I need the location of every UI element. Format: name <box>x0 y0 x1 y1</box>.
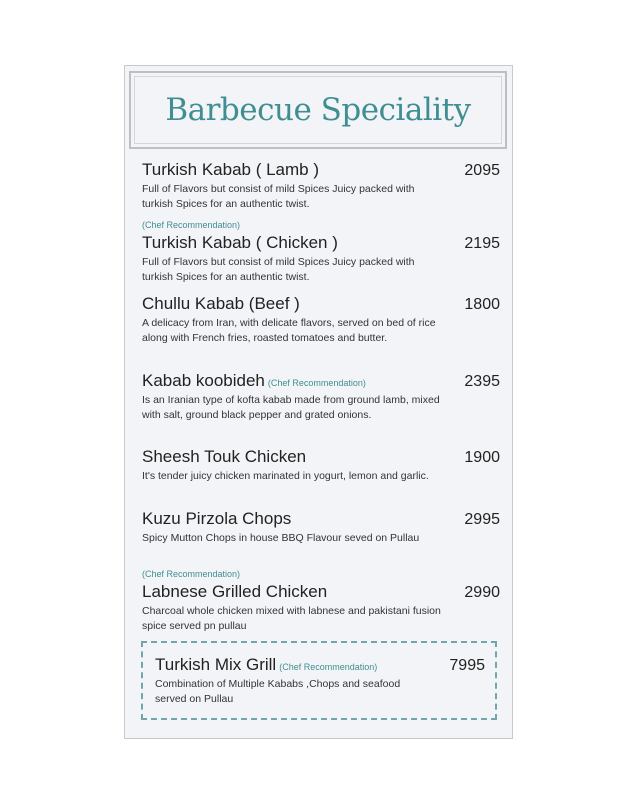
item-price: 2395 <box>464 373 500 390</box>
item-description: Is an Iranian type of kofta kabab made from ground lamb, mixed with salt, ground black pepper and grated onions. <box>142 394 440 421</box>
menu-item-kuzu-pirzola-chops <box>142 509 500 546</box>
item-price: 2990 <box>464 584 500 601</box>
menu-title: Barbecue Speciality <box>165 92 471 128</box>
item-description: A delicacy from Iran, with delicate flavors, served on bed of rice along with French fries, roasted tomatoes and butter. <box>142 317 436 344</box>
item-price: 7995 <box>449 657 485 674</box>
item-price: 2995 <box>464 511 500 528</box>
menu-item-kabab-koobideh <box>142 371 500 423</box>
chef-recommendation-tag: (Chef Recommendation) <box>279 662 378 672</box>
item-description: Charcoal whole chicken mixed with labnese and pakistani fusion spice served pn pullau <box>142 605 441 632</box>
item-name: Chullu Kabab (Beef ) <box>142 294 300 313</box>
item-name: Kuzu Pirzola Chops <box>142 509 292 528</box>
item-price: 2095 <box>464 162 500 179</box>
item-price: 2195 <box>464 235 500 252</box>
item-description: Spicy Mutton Chops in house BBQ Flavour seved on Pullau <box>142 532 420 544</box>
menu-item-turkish-kabab-lamb <box>142 160 500 212</box>
item-description: It's tender juicy chicken marinated in yogurt, lemon and garlic. <box>142 470 429 482</box>
menu-item-sheesh-touk-chicken <box>142 447 500 484</box>
item-price: 1800 <box>464 296 500 313</box>
chef-recommendation-tag: (Chef Recommendation) <box>267 378 366 388</box>
item-name: Labnese Grilled Chicken <box>142 582 328 601</box>
item-description: Full of Flavors but consist of mild Spices Juicy packed with turkish Spices for an authentic twist. <box>142 183 415 210</box>
menu-card <box>124 65 513 739</box>
item-price: 1900 <box>464 449 500 466</box>
title-inner-frame <box>134 76 502 144</box>
item-description: Full of Flavors but consist of mild Spices Juicy packed with turkish Spices for an authentic twist. <box>142 256 415 283</box>
menu-item-labnese-grilled-chicken <box>142 582 500 634</box>
item-description: Combination of Multiple Kababs ,Chops and seafood served on Pullau <box>155 678 401 705</box>
chef-recommendation-tag: (Chef Recommendation) <box>142 569 241 579</box>
item-name: Turkish Kabab ( Lamb ) <box>142 160 319 179</box>
chef-recommendation-tag: (Chef Recommendation) <box>142 220 241 230</box>
menu-item-turkish-mix-grill <box>155 655 485 707</box>
item-name: Turkish Mix Grill <box>155 655 277 674</box>
item-name: Turkish Kabab ( Chicken ) <box>142 233 338 252</box>
menu-item-turkish-kabab-chicken <box>142 233 500 285</box>
special-item-box <box>141 641 497 720</box>
menu-item-chullu-kabab <box>142 294 500 346</box>
item-name: Kabab koobideh <box>142 371 265 390</box>
title-frame <box>129 71 507 149</box>
item-name: Sheesh Touk Chicken <box>142 447 307 466</box>
